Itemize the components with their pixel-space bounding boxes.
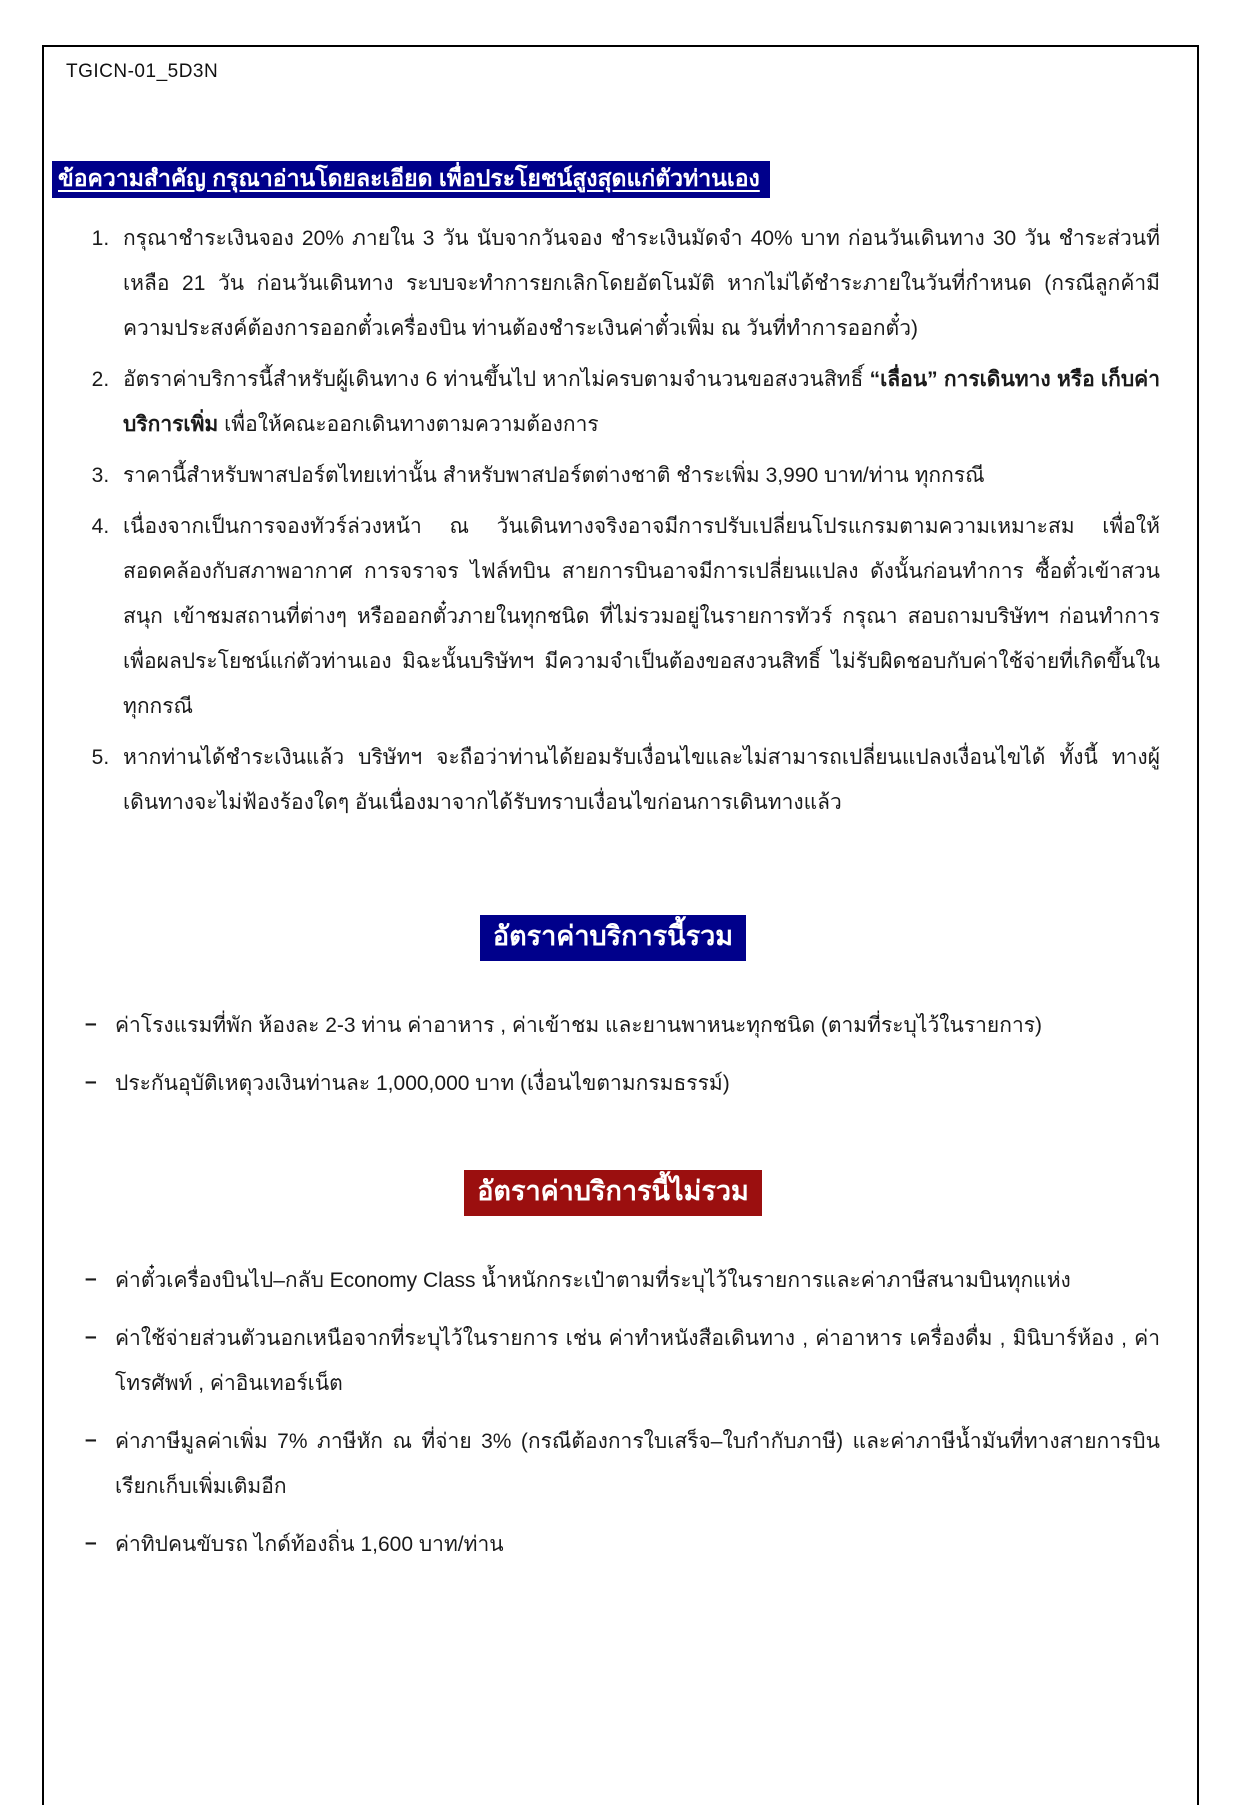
included-banner-row: [66, 915, 1160, 961]
included-banner: [480, 915, 746, 961]
excluded-item-4-text: ค่าทิปคนขับรถ ไกด์ท้องถิ่น 1,600 บาท/ท่าน: [115, 1533, 504, 1556]
excluded-banner: [464, 1170, 762, 1216]
document-page-frame: [42, 45, 1199, 1805]
term-item-1-text: กรุณาชำระเงินจอง 20% ภายใน 3 วัน นับจากวันจอง ชำระเงินมัดจำ 40% บาท ก่อนวันเดินทาง 30 วัน ชำระส่วนที่เหลือ 21 วัน ก่อนวันเดินทาง ระบบจะทำการยกเลิกโดยอัตโนมัติ หากไม่ได้ชำระภายในวันที่กำหนด (กรณีลูกค้ามีความประสงค์ต้องการออกตั๋วเครื่องบิน ท่านต้องชำระเงินค่าตั๋วเพิ่ม ณ วันที่ทำการออกตั๋ว): [123, 227, 1160, 340]
term-item-2-text-pre: อัตราค่าบริการนี้สำหรับผู้เดินทาง 6 ท่านขึ้นไป หากไม่ครบตามจำนวนขอสงวนสิทธิ์: [123, 368, 870, 391]
excluded-title: อัตราค่าบริการนี้ไม่รวม: [477, 1176, 749, 1206]
term-item-3: [115, 453, 1160, 498]
term-item-2: [115, 357, 1160, 447]
term-item-1: [115, 216, 1160, 351]
included-item-2: [115, 1061, 1160, 1106]
term-item-5: [115, 735, 1160, 825]
terms-list: [66, 216, 1160, 825]
included-list: [66, 1003, 1160, 1106]
included-item-1: [115, 1003, 1160, 1048]
excluded-banner-row: [66, 1170, 1160, 1216]
term-item-2-text-bold: “เลื่อน” การเดินทาง หรือ เก็บค่าบริการเพิ่ม: [123, 368, 1160, 436]
important-notice-banner: [52, 161, 770, 198]
document-code: TGICN-01_5D3N: [66, 61, 219, 82]
term-item-5-text: หากท่านได้ชำระเงินแล้ว บริษัทฯ จะถือว่าท่านได้ยอมรับเงื่อนไขและไม่สามารถเปลี่ยนแปลงเงื่อนไขได้ ทั้งนี้ ทางผู้เดินทางจะไม่ฟ้องร้องใดๆ อันเนื่องมาจากได้รับทราบเงื่อนไขก่อนการเดินทางแล้ว: [123, 746, 1160, 814]
term-item-2-text-post: เพื่อให้คณะออกเดินทางตามความต้องการ: [218, 413, 599, 436]
included-item-2-text: ประกันอุบัติเหตุวงเงินท่านละ 1,000,000 บาท (เงื่อนไขตามกรมธรรม์): [115, 1072, 730, 1095]
term-item-3-text: ราคานี้สำหรับพาสปอร์ตไทยเท่านั้น สำหรับพาสปอร์ตต่างชาติ ชำระเพิ่ม 3,990 บาท/ท่าน ทุกกรณี: [123, 464, 985, 487]
included-item-1-text: ค่าโรงแรมที่พัก ห้องละ 2-3 ท่าน ค่าอาหาร , ค่าเข้าชม และยานพาหนะทุกชนิด (ตามที่ระบุไว้ในรายการ): [115, 1014, 1043, 1037]
excluded-item-2-text: ค่าใช้จ่ายส่วนตัวนอกเหนือจากที่ระบุไว้ในรายการ เช่น ค่าทำหนังสือเดินทาง , ค่าอาหาร เครื่องดื่ม , มินิบาร์ห้อง , ค่าโทรศัพท์ , ค่าอินเทอร์เน็ต: [115, 1327, 1160, 1395]
excluded-item-3-text: ค่าภาษีมูลค่าเพิ่ม 7% ภาษีหัก ณ ที่จ่าย 3% (กรณีต้องการใบเสร็จ–ใบกำกับภาษี) และค่าภาษีน้ำมันที่ทางสายการบิน เรียกเก็บเพิ่มเติมอีก: [115, 1430, 1160, 1498]
excluded-item-2: [115, 1316, 1160, 1406]
excluded-item-1-text: ค่าตั๋วเครื่องบินไป–กลับ Economy Class น้ำหนักกระเป๋าตามที่ระบุไว้ในรายการและค่าภาษีสนามบินทุกแห่ง: [115, 1269, 1071, 1292]
excluded-list: [66, 1258, 1160, 1567]
important-notice-title: ข้อความสำคัญ กรุณาอ่านโดยละเอียด เพื่อประโยชน์สูงสุดแก่ตัวท่านเอง: [58, 165, 760, 191]
excluded-item-1: [115, 1258, 1160, 1303]
term-item-4-text: เนื่องจากเป็นการจองทัวร์ล่วงหน้า ณ วันเดินทางจริงอาจมีการปรับเปลี่ยนโปรแกรมตามความเหมาะสม เพื่อให้สอดคล้องกับสภาพอากาศ การจราจร ไฟล์ทบิน สายการบินอาจมีการเปลี่ยนแปลง ดังนั้นก่อนทำการ ซื้อตั๋วเข้าสวนสนุก เข้าชมสถานที่ต่างๆ หรือออกตั๋วภายในทุกชนิด ที่ไม่รวมอยู่ในรายการทัวร์ กรุณา สอบถามบริษัทฯ ก่อนทำการ เพื่อผลประโยชน์แก่ตัวท่านเอง มิฉะนั้นบริษัทฯ มีความจำเป็นต้องขอสงวนสิทธิ์ ไม่รับผิดชอบกับค่าใช้จ่ายที่เกิดขึ้นในทุกกรณี: [123, 515, 1160, 718]
included-title: อัตราค่าบริการนี้รวม: [492, 921, 734, 951]
term-item-4: [115, 504, 1160, 729]
excluded-item-3: [115, 1419, 1160, 1509]
excluded-item-4: [115, 1522, 1160, 1567]
